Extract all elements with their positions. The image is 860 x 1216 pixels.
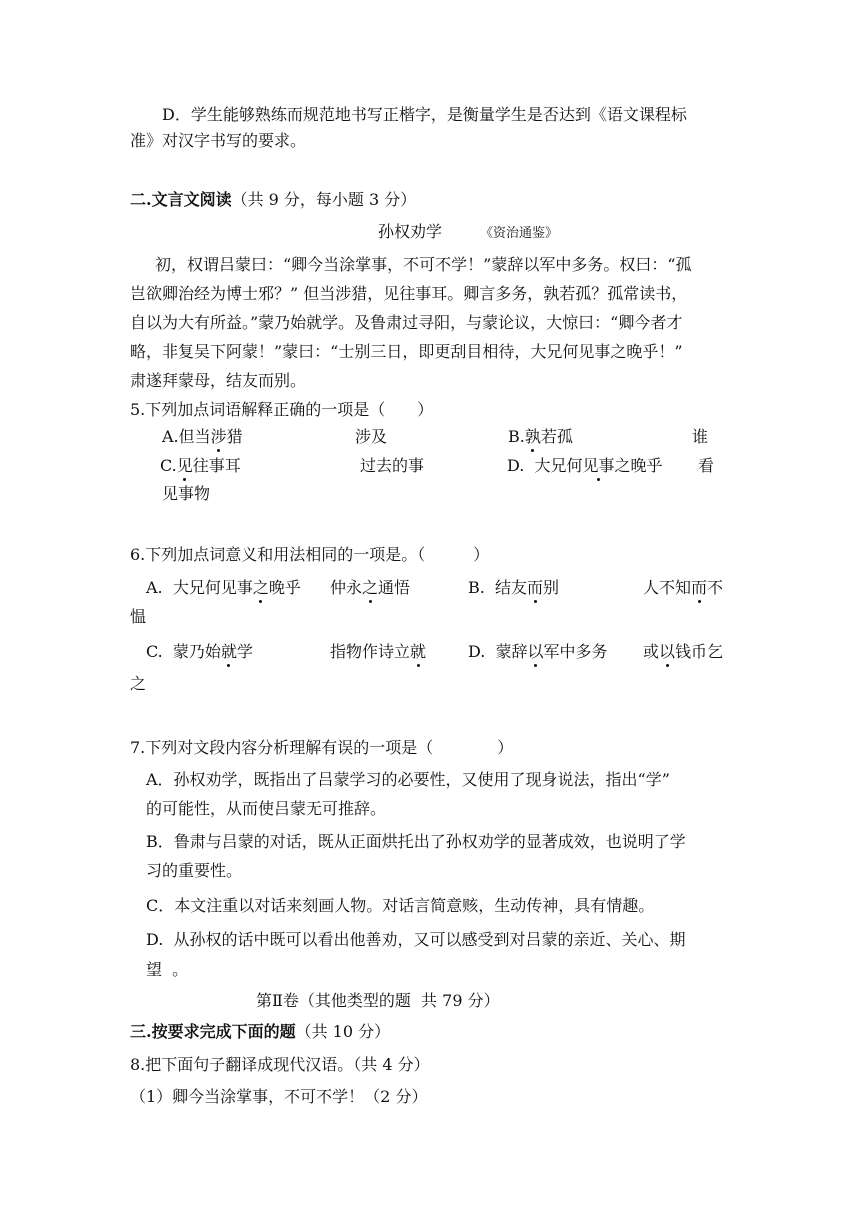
passage-line: 肃遂拜蒙母，结友而别。: [130, 371, 307, 390]
q7-option-a-cont: 的可能性，从而使吕蒙无可推辞。: [146, 799, 387, 818]
passage-source: 《资治通鉴》: [480, 226, 559, 241]
q5-d-gloss: 看: [698, 456, 715, 475]
q7-option-d-cont: 望 。: [146, 960, 189, 979]
q7-option-a: A．孙权劝学，既指出了吕蒙学习的必要性，又使用了现身说法，指出“学”: [146, 770, 670, 789]
q8-sub1: （1）卿今当涂掌事，不可不学！（2 分）: [130, 1087, 428, 1106]
section-3-title: 三.按要求完成下面的题: [130, 1022, 296, 1041]
q5-stem: 5.下列加点词语解释正确的一项是（ ）: [130, 400, 434, 419]
q7-stem: 7.下列对文段内容分析理解有误的一项是（ ）: [130, 738, 514, 757]
q7-option-d: D. 从孙权的话中既可以看出他善劝，又可以感受到对吕蒙的亲近、关心、期: [146, 930, 686, 949]
q5-b-gloss: 谁: [692, 427, 709, 446]
q6-option-b-cont: 愠: [130, 607, 147, 626]
q5-option-b: B.孰若孤: [508, 427, 573, 446]
q6-option-c-right: 指物作诗立就: [330, 642, 427, 661]
q6-option-b-right: 人不知而不: [643, 578, 724, 597]
q7-option-b-cont: 习的重要性。: [146, 861, 243, 880]
part-2-heading: 第Ⅱ卷（其他类型的题 共 79 分）: [256, 991, 500, 1010]
passage-line: 初，权谓吕蒙曰：“卿今当涂掌事，不可不学！”蒙辞以军中多务。权曰：“孤: [155, 255, 692, 274]
q6-b1-dotted: 而: [527, 578, 544, 597]
section-2-title: 二.文言文阅读: [130, 190, 232, 209]
q6-b2-dotted: 而: [691, 578, 708, 597]
q6-option-a-left: A. 大兄何见事之晚乎: [146, 578, 301, 597]
q7-option-b: B．鲁肃与吕蒙的对话，既从正面烘托出了孙权劝学的显著成效，也说明了学: [146, 832, 686, 851]
q8-stem: 8.把下面句子翻译成现代汉语。（共 4 分）: [130, 1055, 430, 1074]
q5-option-c: C.见往事耳: [160, 456, 241, 475]
q6-option-d-right: 或以钱币乞: [643, 642, 724, 661]
q5-option-d: D. 大兄何见事之晚乎: [507, 456, 663, 475]
passage-line: 岂欲卿治经为博士邪？” 但当涉猎，见往事耳。卿言多务，孰若孤？孤常读书，: [130, 284, 688, 303]
q5-c-gloss: 过去的事: [360, 456, 425, 475]
section-3-score: （共 10 分）: [295, 1022, 391, 1041]
passage-line: 自以为大有所益。”蒙乃始就学。及鲁肃过寻阳，与蒙论议，大惊曰：“卿今者才: [130, 313, 683, 332]
q6-option-c-left: C. 蒙乃始就学: [146, 642, 253, 661]
q6-d2-dotted: 以: [659, 642, 676, 661]
q5-c-dotted: 见: [176, 456, 193, 475]
section-2-heading: [130, 190, 416, 210]
q5-option-a: A.但当涉猎: [162, 427, 243, 446]
q6-c2-dotted: 就: [410, 642, 427, 661]
q6-option-d-cont: 之: [130, 674, 147, 693]
section-2-score: （共 9 分，每小题 3 分）: [231, 190, 417, 209]
q6-a2-dotted: 之: [362, 578, 379, 597]
q7-option-c: C．本文注重以对话来刻画人物。对话言简意赅，生动传神，具有情趣。: [146, 896, 655, 915]
passage-line: 略，非复吴下阿蒙！”蒙曰：“士别三日，即更刮目相待，大兄何见事之晚乎！”: [130, 342, 683, 361]
section-3-heading: [130, 1022, 390, 1042]
q6-c1-dotted: 就: [220, 642, 237, 661]
q6-option-d-left: D. 蒙辞以军中多务: [468, 642, 608, 661]
q5-d-gloss-cont: 见事物: [162, 484, 211, 503]
passage-title: 孙权劝学: [378, 222, 443, 241]
q6-stem: 6.下列加点词意义和用法相同的一项是。（ ）: [130, 545, 490, 564]
q5-a-dotted: 涉: [210, 427, 227, 446]
q5-d-dotted: 见事: [582, 456, 615, 475]
q6-option-b-left: B. 结友而别: [468, 578, 560, 597]
q6-option-a-right: 仲永之通悟: [330, 578, 411, 597]
q6-a1-dotted: 之: [252, 578, 269, 597]
q6-d1-dotted: 以: [527, 642, 544, 661]
q5-b-dotted: 孰: [524, 427, 541, 446]
option-d-line1: D．学生能够熟练而规范地书写正楷字，是衡量学生是否达到《语文课程标: [162, 105, 687, 124]
q5-a-gloss: 涉及: [355, 427, 388, 446]
option-d-line2: 准》对汉字书写的要求。: [130, 131, 307, 150]
